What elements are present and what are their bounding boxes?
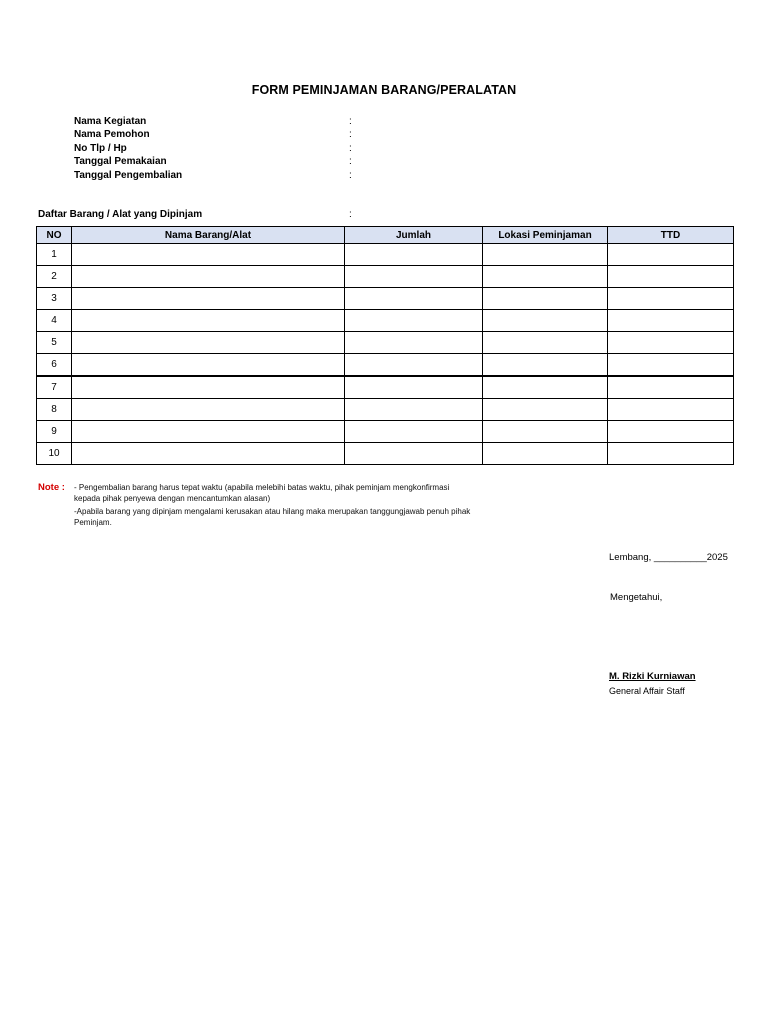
row-number: 10: [37, 443, 72, 465]
cell-lokasi[interactable]: [483, 376, 608, 399]
cell-ttd[interactable]: [608, 332, 734, 354]
cell-jumlah[interactable]: [345, 421, 483, 443]
cell-jumlah[interactable]: [345, 244, 483, 266]
cell-lokasi[interactable]: [483, 266, 608, 288]
column-header-no: NO: [37, 227, 72, 244]
form-title: FORM PEMINJAMAN BARANG/PERALATAN: [251, 83, 517, 97]
table-row: [37, 288, 734, 310]
cell-nama-barang[interactable]: [72, 376, 345, 399]
table-row: [37, 354, 734, 377]
note-line: Peminjam.: [74, 518, 112, 527]
cell-jumlah[interactable]: [345, 443, 483, 465]
row-number: 2: [37, 266, 72, 288]
cell-ttd[interactable]: [608, 288, 734, 310]
column-header-ttd: TTD: [608, 227, 734, 244]
cell-jumlah[interactable]: [345, 332, 483, 354]
cell-lokasi[interactable]: [483, 244, 608, 266]
note-label: Note :: [38, 482, 65, 493]
cell-nama-barang[interactable]: [72, 421, 345, 443]
column-header-nama-barang: Nama Barang/Alat: [72, 227, 345, 244]
cell-lokasi[interactable]: [483, 288, 608, 310]
row-number: 8: [37, 399, 72, 421]
cell-nama-barang[interactable]: [72, 244, 345, 266]
row-number: 5: [37, 332, 72, 354]
acknowledged-label: Mengetahui,: [610, 592, 663, 603]
cell-jumlah[interactable]: [345, 399, 483, 421]
row-number: 4: [37, 310, 72, 332]
field-separator: :: [349, 143, 352, 154]
cell-jumlah[interactable]: [345, 310, 483, 332]
cell-jumlah[interactable]: [345, 376, 483, 399]
field-separator: :: [349, 156, 352, 167]
item-list-label: Daftar Barang / Alat yang Dipinjam: [38, 209, 203, 220]
cell-ttd[interactable]: [608, 354, 734, 377]
cell-nama-barang[interactable]: [72, 399, 345, 421]
row-number: 1: [37, 244, 72, 266]
cell-nama-barang[interactable]: [72, 266, 345, 288]
cell-jumlah[interactable]: [345, 266, 483, 288]
field-label-tanggal-pengembalian: Tanggal Pengembalian: [74, 170, 183, 181]
items-table: [36, 226, 734, 465]
cell-nama-barang[interactable]: [72, 310, 345, 332]
table-row: [37, 421, 734, 443]
table-row: [37, 244, 734, 266]
cell-lokasi[interactable]: [483, 443, 608, 465]
signatory-position: General Affair Staff: [609, 686, 685, 696]
cell-nama-barang[interactable]: [72, 288, 345, 310]
cell-ttd[interactable]: [608, 310, 734, 332]
cell-jumlah[interactable]: [345, 288, 483, 310]
table-row: [37, 332, 734, 354]
field-label-nama-kegiatan: Nama Kegiatan: [74, 116, 147, 127]
cell-lokasi[interactable]: [483, 310, 608, 332]
table-row: [37, 399, 734, 421]
table-row: [37, 443, 734, 465]
table-header-row: [37, 227, 734, 244]
cell-ttd[interactable]: [608, 266, 734, 288]
cell-nama-barang[interactable]: [72, 443, 345, 465]
table-row: [37, 376, 734, 399]
item-list-separator: :: [349, 209, 352, 220]
cell-ttd[interactable]: [608, 399, 734, 421]
cell-ttd[interactable]: [608, 244, 734, 266]
column-header-lokasi: Lokasi Peminjaman: [483, 227, 608, 244]
field-separator: :: [349, 170, 352, 181]
cell-lokasi[interactable]: [483, 421, 608, 443]
row-number: 6: [37, 354, 72, 377]
row-number: 3: [37, 288, 72, 310]
field-label-tanggal-pemakaian: Tanggal Pemakaian: [74, 156, 167, 167]
cell-nama-barang[interactable]: [72, 332, 345, 354]
note-line: -Apabila barang yang dipinjam mengalami kerusakan atau hilang maka merupakan tanggungjawab penuh pihak: [74, 507, 471, 516]
cell-jumlah[interactable]: [345, 354, 483, 377]
cell-lokasi[interactable]: [483, 332, 608, 354]
field-separator: :: [349, 129, 352, 140]
note-line: kepada pihak penyewa dengan mencantumkan alasan): [74, 494, 271, 503]
table-row: [37, 266, 734, 288]
cell-lokasi[interactable]: [483, 399, 608, 421]
cell-nama-barang[interactable]: [72, 354, 345, 377]
row-number: 9: [37, 421, 72, 443]
cell-lokasi[interactable]: [483, 354, 608, 377]
place-date: Lembang, __________2025: [609, 552, 728, 563]
column-header-jumlah: Jumlah: [345, 227, 483, 244]
field-label-no-tlp: No Tlp / Hp: [74, 143, 127, 154]
cell-ttd[interactable]: [608, 421, 734, 443]
signatory-name: M. Rizki Kurniawan: [609, 671, 696, 682]
cell-ttd[interactable]: [608, 376, 734, 399]
row-number: 7: [37, 376, 72, 399]
field-label-nama-pemohon: Nama Pemohon: [74, 129, 150, 140]
table-row: [37, 310, 734, 332]
field-separator: :: [349, 116, 352, 127]
note-line: - Pengembalian barang harus tepat waktu (apabila melebihi batas waktu, pihak peminjam mengkonfirmasi: [74, 483, 450, 492]
cell-ttd[interactable]: [608, 443, 734, 465]
